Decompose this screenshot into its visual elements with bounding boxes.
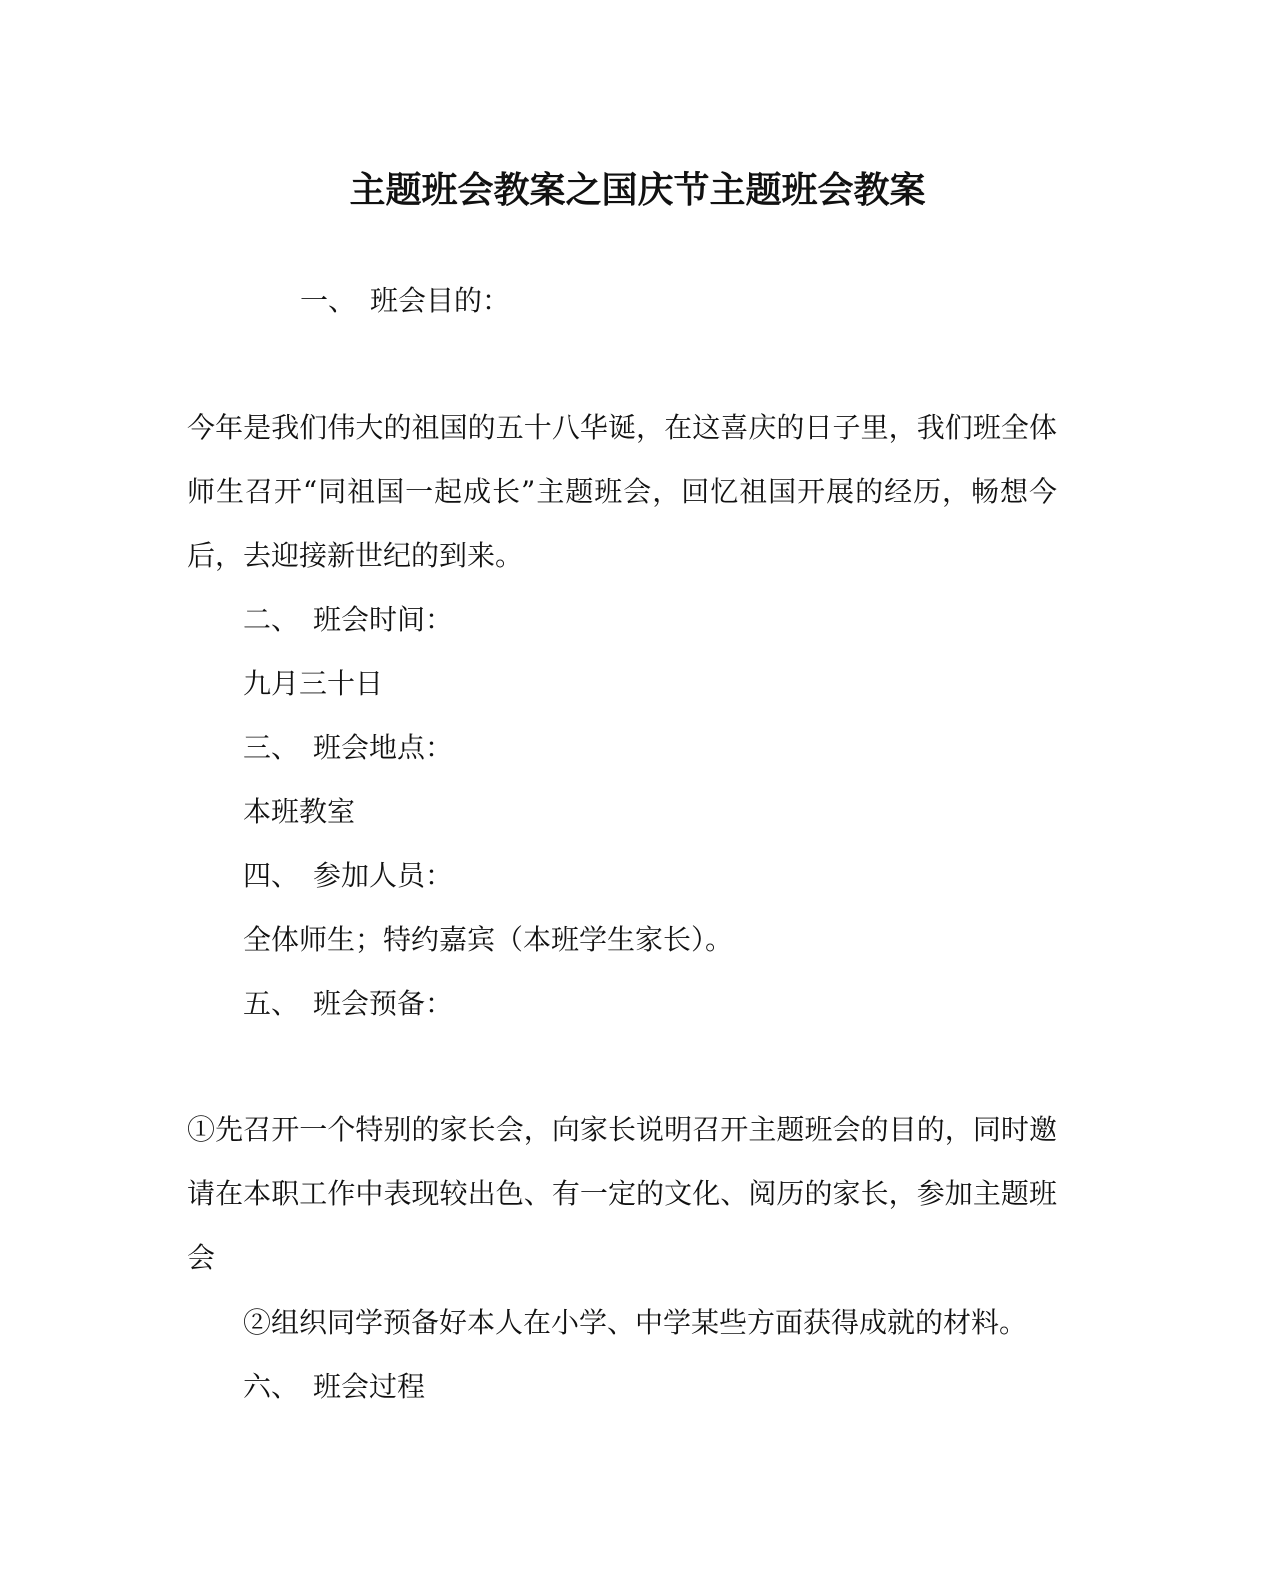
section-number: 六、	[243, 1370, 300, 1403]
time-value: 九月三十日	[243, 667, 384, 700]
section-heading-time	[243, 600, 453, 640]
section-heading-purpose	[300, 281, 510, 321]
section-label: 班会时间：	[313, 603, 454, 636]
section-label: 班会过程	[313, 1370, 426, 1403]
preparation-item-1: ①先召开一个特别的家长会，向家长说明召开主题班会的目的，同时邀请在本职工作中表现较出色、有一定的文化、阅历的家长，参加主题班会	[187, 1113, 1057, 1274]
section-label: 班会目的：	[370, 284, 511, 317]
section-number: 二、	[243, 603, 300, 636]
section-number: 三、	[243, 731, 300, 764]
section-number: 五、	[243, 987, 300, 1020]
section-heading-location	[243, 728, 453, 768]
purpose-paragraph: 今年是我们伟大的祖国的五十八华诞，在这喜庆的日子里，我们班全体师生召开“同祖国一起成长”主题班会，回忆祖国开展的经历，畅想今后，去迎接新世纪的到来。	[187, 411, 1057, 572]
document-title: 主题班会教案之国庆节主题班会教案	[349, 169, 926, 211]
participants-value: 全体师生；特约嘉宾（本班学生家长）。	[243, 923, 734, 956]
section-number: 一、	[300, 284, 357, 317]
section-label: 班会地点：	[313, 731, 454, 764]
section-number: 四、	[243, 859, 300, 892]
location-value: 本班教室	[243, 795, 356, 828]
preparation-item-2: ②组织同学预备好本人在小学、中学某些方面获得成就的材料。	[243, 1306, 1028, 1339]
section-label: 班会预备：	[313, 987, 454, 1020]
section-heading-process	[243, 1367, 425, 1407]
section-label: 参加人员：	[313, 859, 454, 892]
section-heading-participants	[243, 856, 453, 896]
section-heading-preparation	[243, 984, 453, 1024]
